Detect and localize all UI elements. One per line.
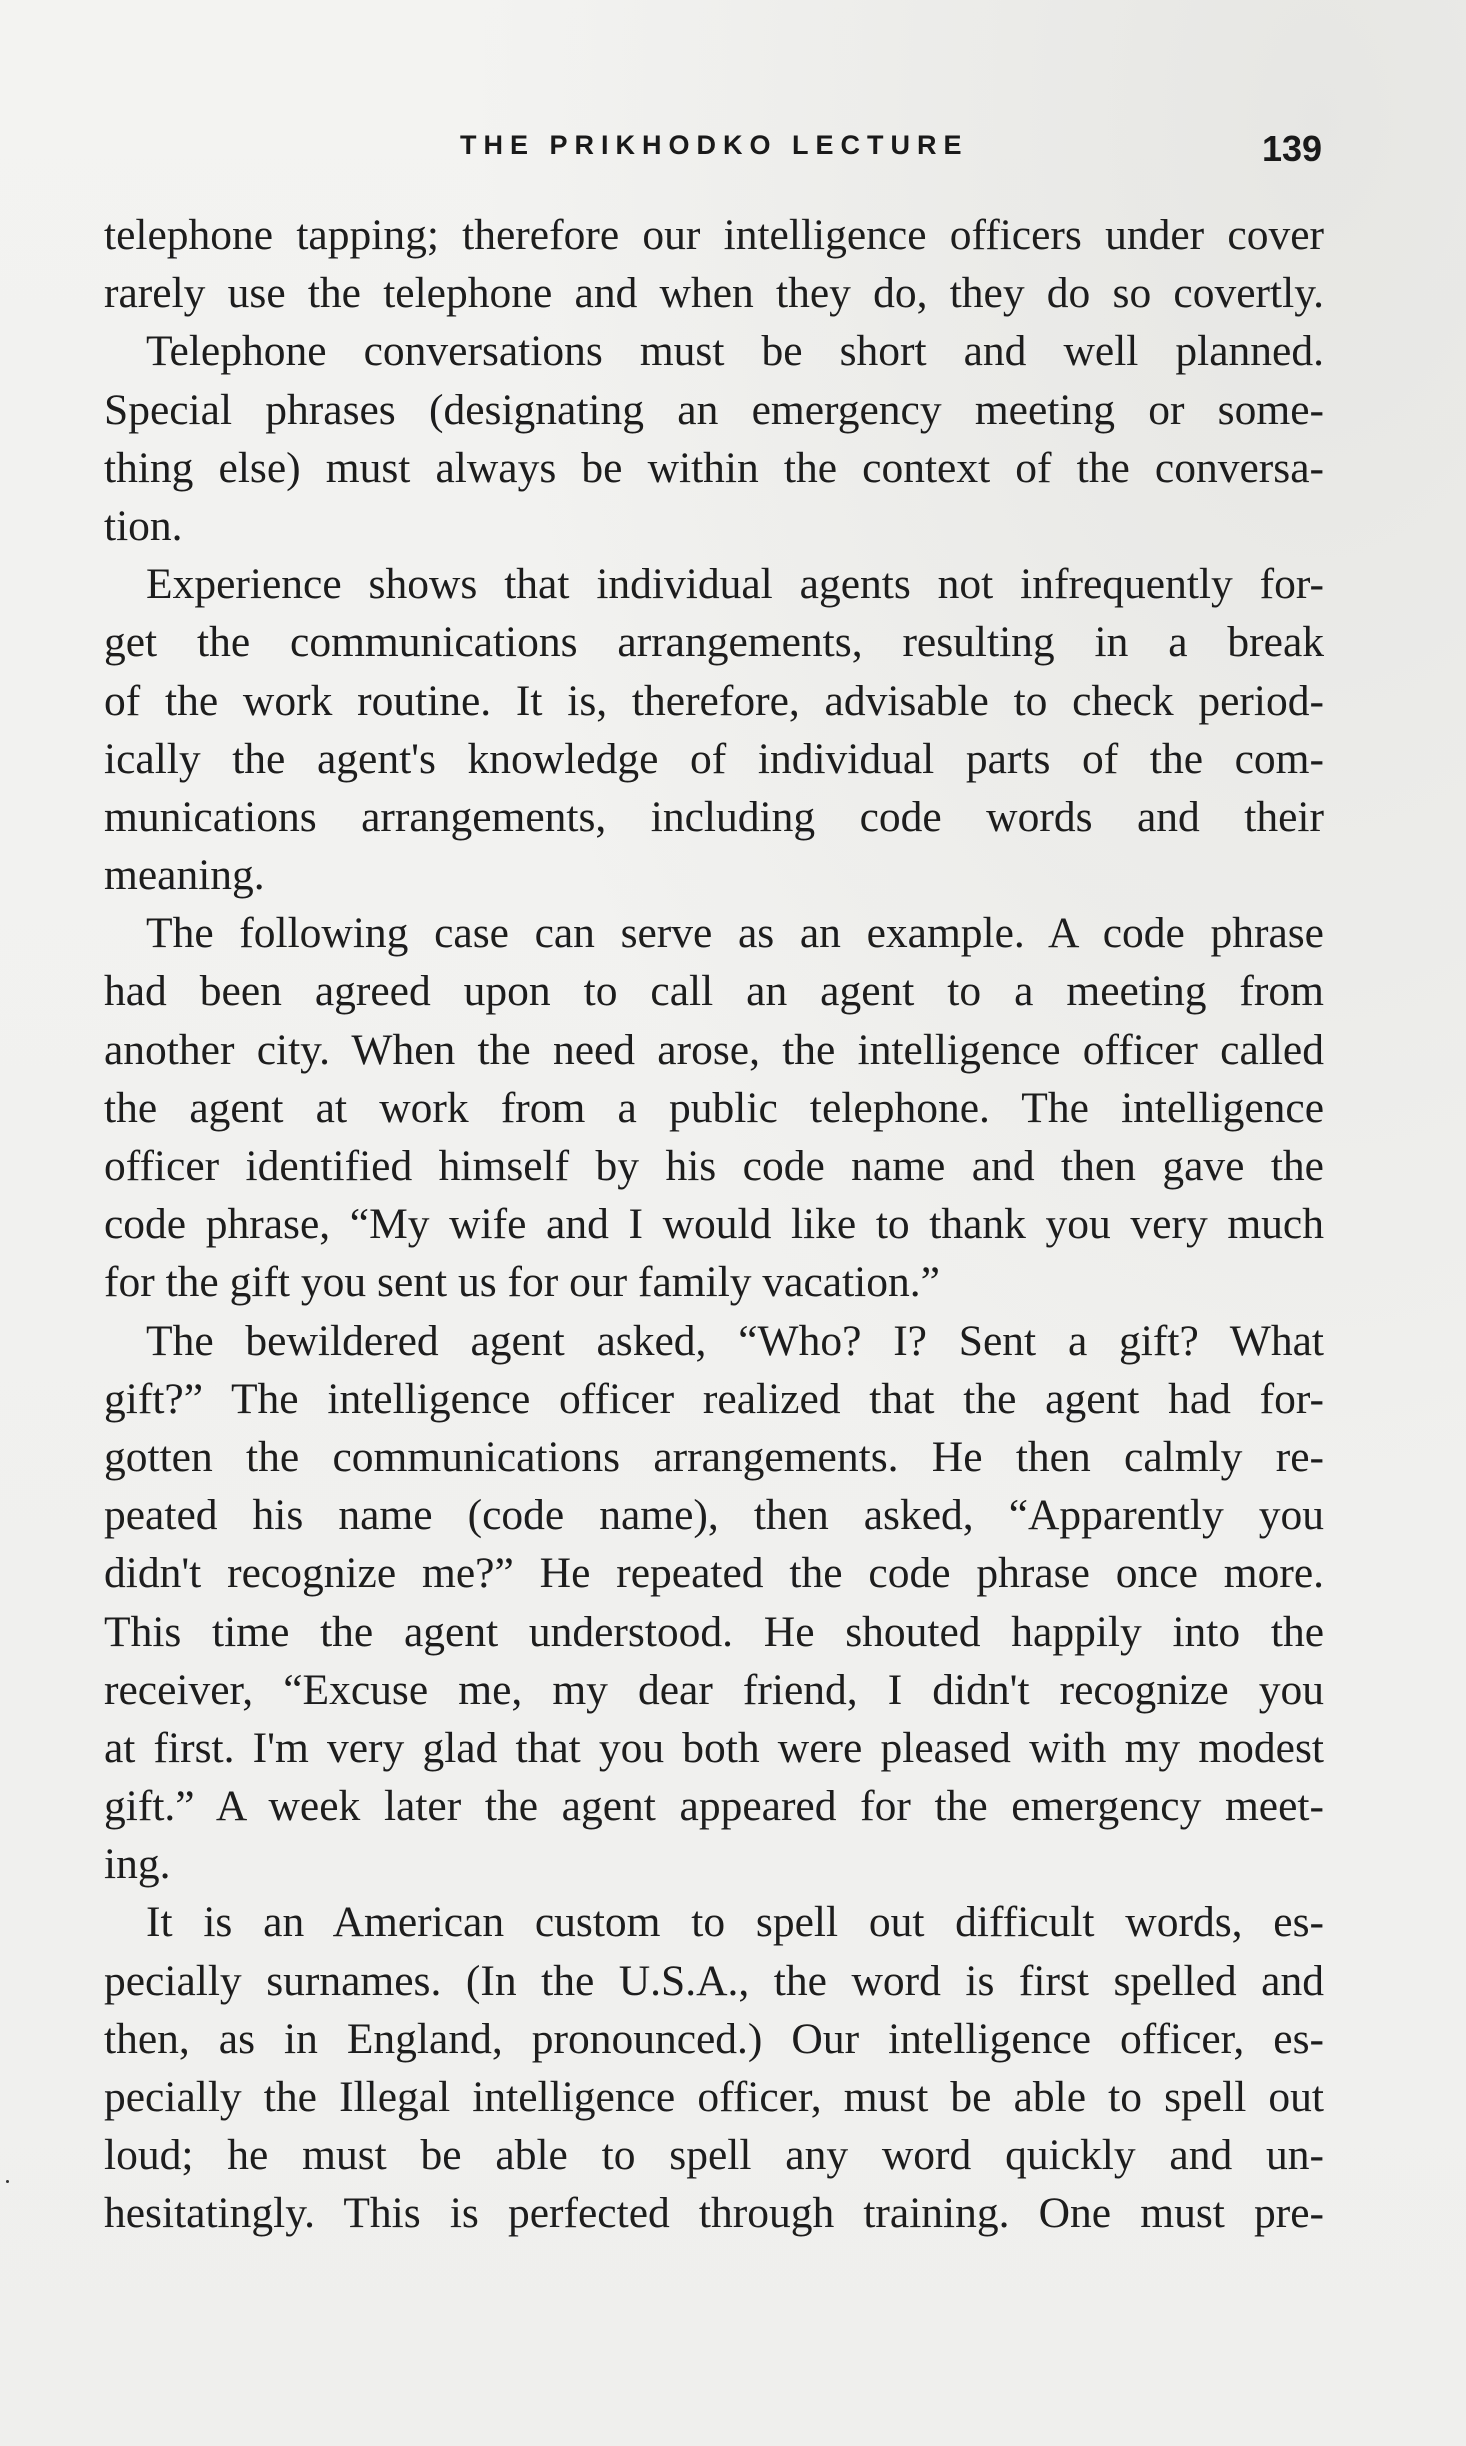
text-line: loud; he must be able to spell any word quickly and un- — [104, 2131, 1324, 2180]
text-line: Special phrases (designating an emergency meeting or some- — [104, 385, 1324, 434]
text-line: receiver, “Excuse me, my dear friend, I didn't recognize you — [104, 1665, 1324, 1714]
text-line: officer identified himself by his code name and then gave the — [104, 1142, 1324, 1190]
text-line: telephone tapping; therefore our intelligence officers under cover — [104, 211, 1324, 259]
text-line: It is an American custom to spell out difficult words, es- — [146, 1898, 1324, 1947]
text-line: pecially surnames. (In the U.S.A., the word is first spelled and — [104, 1956, 1324, 2005]
text-line: munications arrangements, including code words and their — [104, 792, 1324, 841]
text-line: gift?” The intelligence officer realized that the agent had for- — [104, 1374, 1324, 1423]
text-line: pecially the Illegal intelligence officer, must be able to spell out — [104, 2073, 1324, 2121]
text-line: meaning. — [104, 851, 265, 900]
text-line: ing. — [104, 1840, 171, 1889]
page-number: 139 — [1262, 128, 1323, 169]
text-line: another city. When the need arose, the intelligence officer called — [104, 1025, 1324, 1074]
text-line: at first. I'm very glad that you both were pleased with my modest — [104, 1723, 1324, 1772]
text-line: didn't recognize me?” He repeated the code phrase once more. — [104, 1549, 1324, 1598]
body-text — [104, 206, 1324, 2243]
running-head: THE PRIKHODKO LECTURE — [460, 130, 969, 160]
text-line: Experience shows that individual agents not infrequently for- — [146, 560, 1324, 609]
text-line: rarely use the telephone and when they do, they do so covertly. — [104, 269, 1324, 318]
text-line: tion. — [104, 501, 183, 550]
text-line: gotten the communications arrangements. He then calmly re- — [104, 1432, 1324, 1481]
text-line: get the communications arrangements, resulting in a break — [104, 618, 1324, 667]
text-line: peated his name (code name), then asked, “Apparently you — [104, 1491, 1324, 1540]
text-line: the agent at work from a public telephone. The intelligence — [104, 1083, 1324, 1132]
text-line: had been agreed upon to call an agent to a meeting from — [104, 967, 1324, 1016]
text-line: of the work routine. It is, therefore, advisable to check period- — [104, 676, 1324, 725]
text-line: thing else) must always be within the context of the conversa- — [104, 443, 1324, 492]
text-line: then, as in England, pronounced.) Our intelligence officer, es- — [104, 2014, 1324, 2063]
text-line: for the gift you sent us for our family vacation.” — [104, 1258, 940, 1307]
text-line: hesitatingly. This is perfected through training. One must pre- — [104, 2189, 1324, 2238]
text-line: The following case can serve as an example. A code phrase — [146, 909, 1324, 958]
text-line: code phrase, “My wife and I would like to thank you very much — [104, 1200, 1324, 1249]
text-line: The bewildered agent asked, “Who? I? Sent a gift? What — [146, 1316, 1324, 1365]
text-line: gift.” A week later the agent appeared for the emergency meet- — [104, 1782, 1324, 1831]
text-line: Telephone conversations must be short and well planned. — [146, 327, 1324, 376]
text-line: ically the agent's knowledge of individual parts of the com- — [104, 734, 1324, 783]
scan-speck — [6, 2180, 9, 2183]
text-line: This time the agent understood. He shouted happily into the — [104, 1607, 1324, 1656]
